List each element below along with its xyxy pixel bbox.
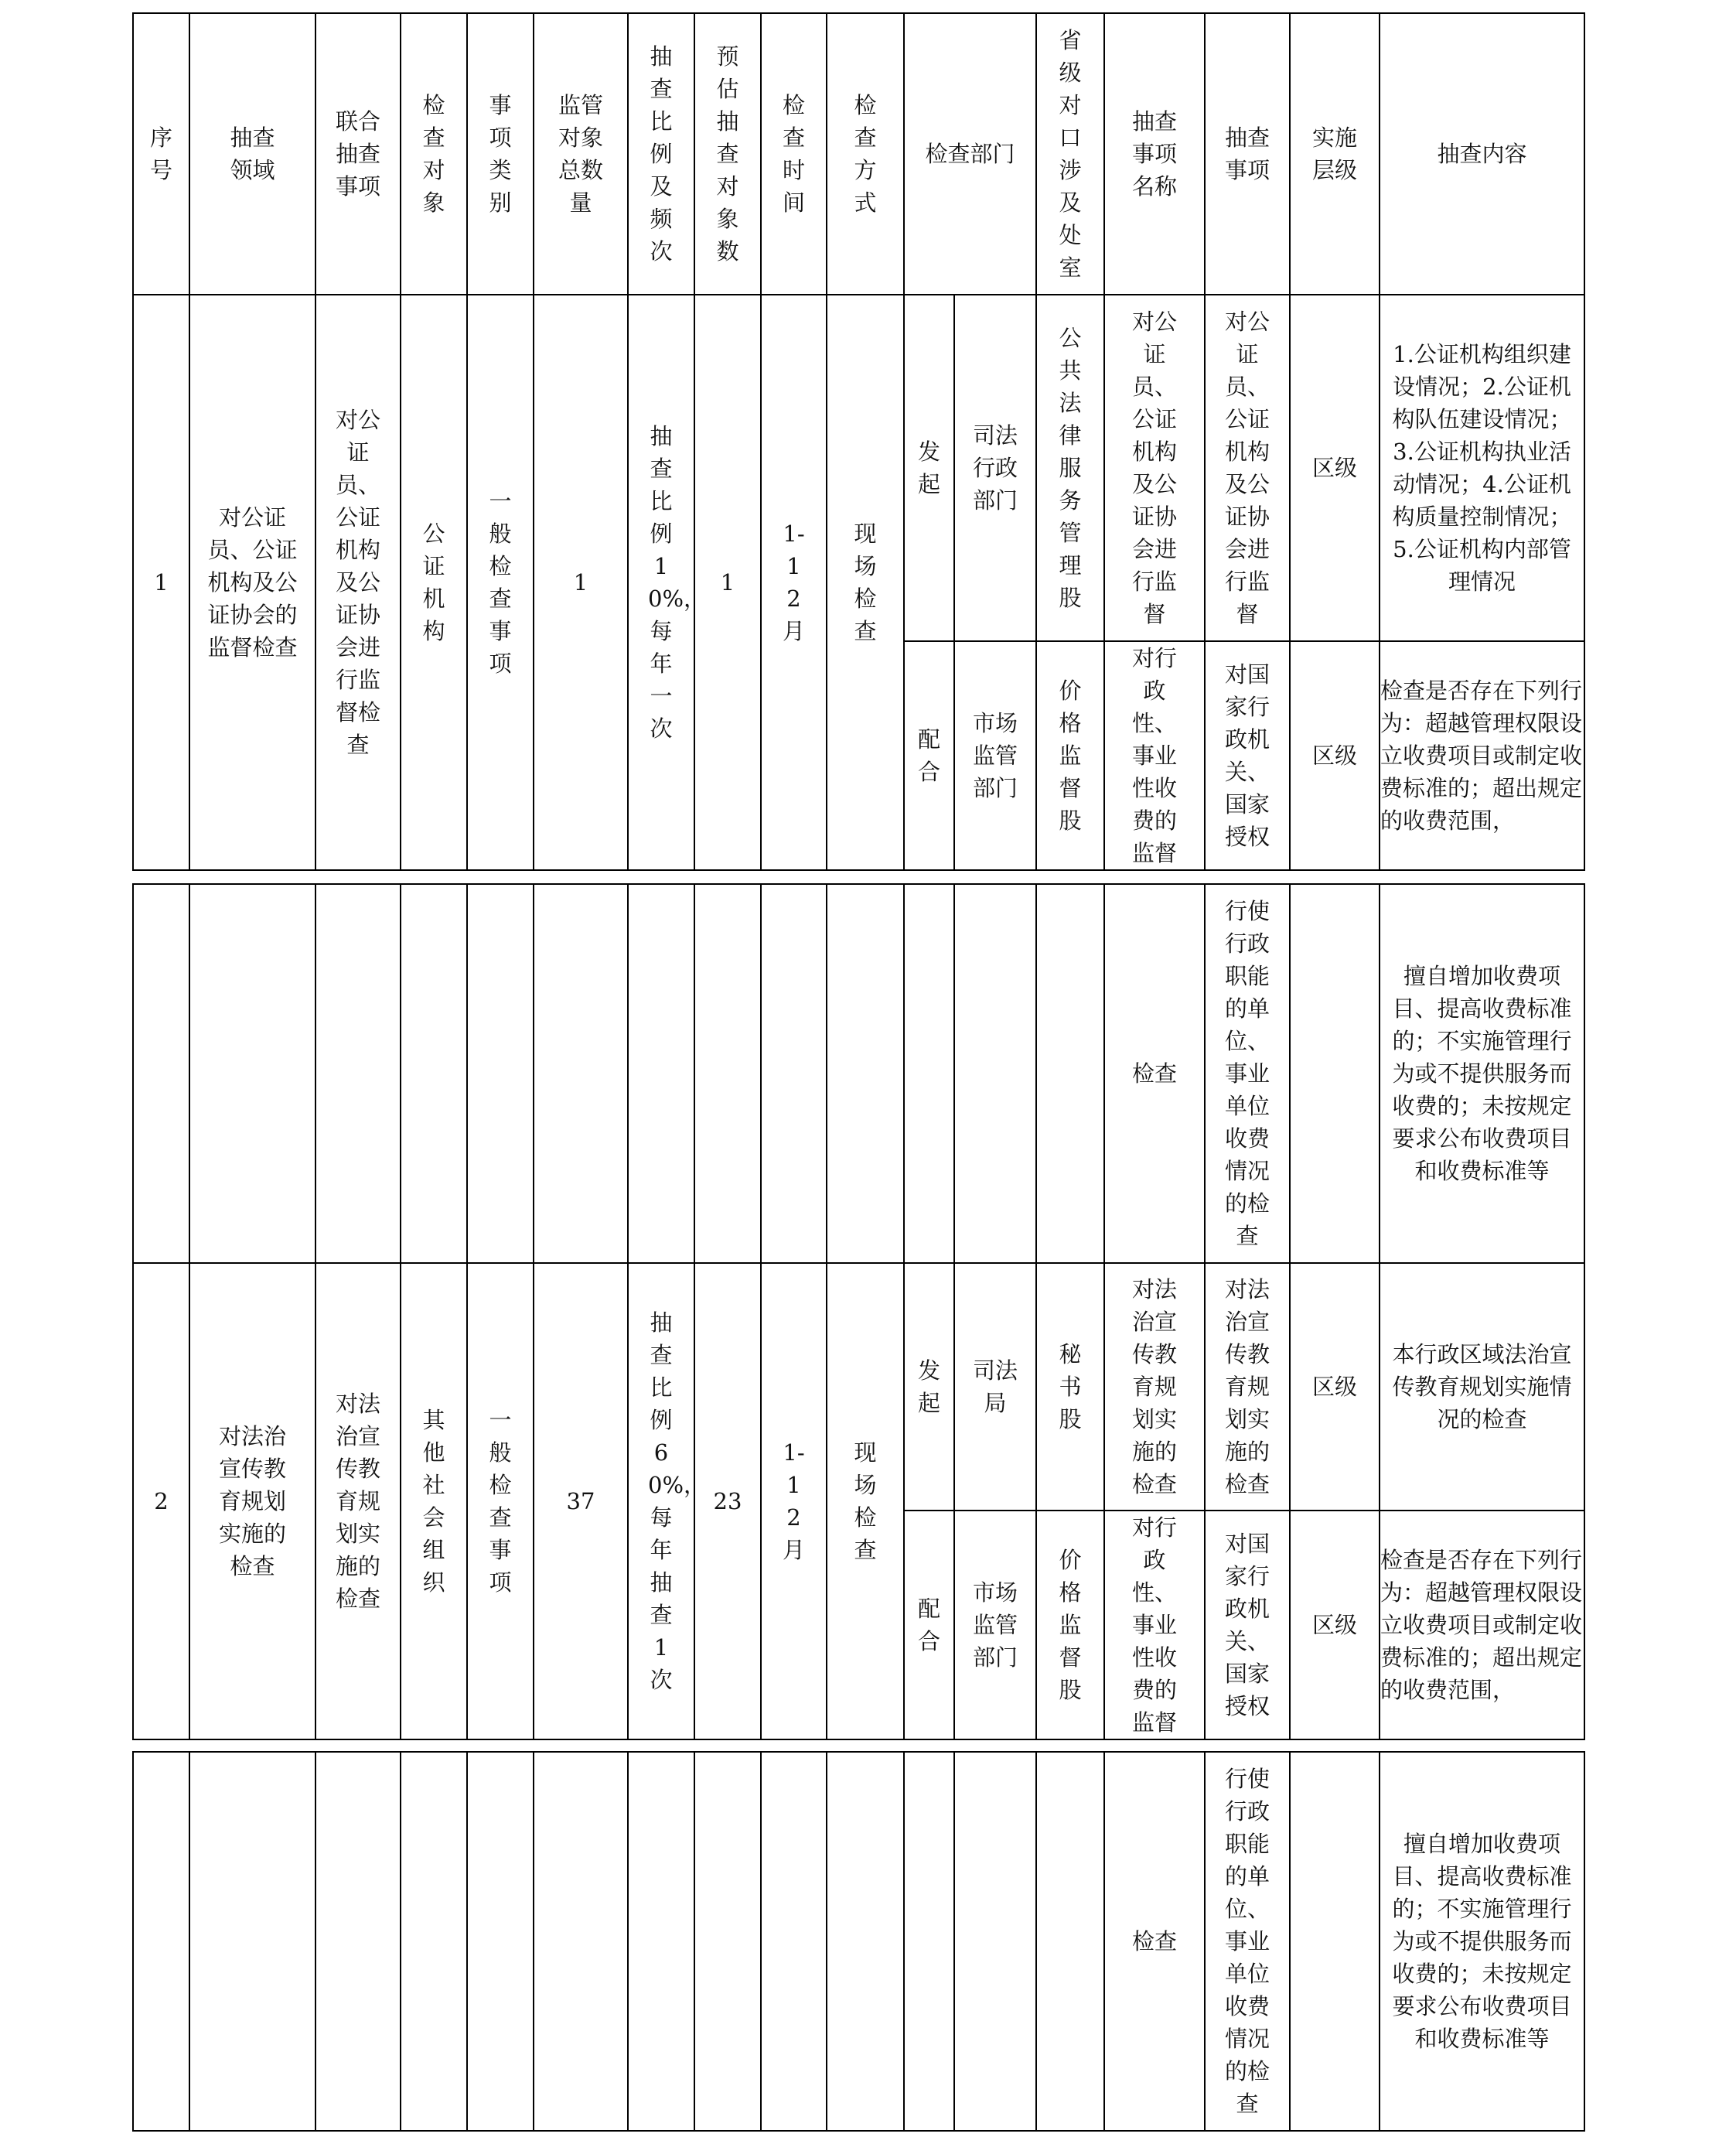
row-2-launch-item: 对法治宣传教育规划实施的检查 <box>1205 1263 1290 1511</box>
row-1-cont-item-name: 检查 <box>1104 884 1205 1263</box>
row-2-assist-role: 配合 <box>904 1511 954 1739</box>
header-total: 监管对象总数量 <box>534 13 628 295</box>
row-2-assist-level: 区级 <box>1290 1511 1380 1739</box>
row-1-target: 公证机构 <box>401 295 467 870</box>
row-1-launch-dept: 司法行政部门 <box>954 295 1036 641</box>
row-2-estimate: 23 <box>694 1263 761 1739</box>
header-target: 检查对象 <box>401 13 467 295</box>
row-1-assist-item: 对国家行政机关、国家授权 <box>1205 641 1290 870</box>
row-1-seq: 1 <box>133 295 189 870</box>
header-dept: 检查部门 <box>904 13 1036 295</box>
header-ratio: 抽查比例及频次 <box>628 13 694 295</box>
row-1-launch-level: 区级 <box>1290 295 1380 641</box>
row-2-field: 对法治宣传教育规划实施的检查 <box>189 1263 315 1739</box>
inspection-table-part-2 <box>132 883 1585 1740</box>
row-1-continuation <box>133 884 1584 1263</box>
row-1-method: 现场检查 <box>827 295 904 870</box>
inspection-table-part-1 <box>132 12 1585 871</box>
row-1-assist-office: 价格监督股 <box>1036 641 1104 870</box>
row-2-assist-office: 价格监督股 <box>1036 1511 1104 1739</box>
row-1-time: 1-12月 <box>761 295 827 870</box>
row-1-launch-item: 对公证员、公证机构及公证协会进行监督 <box>1205 295 1290 641</box>
header-item-name: 抽查事项名称 <box>1104 13 1205 295</box>
row-1-launch <box>133 295 1584 641</box>
row-1-assist-item-name: 对行政性、事业性收费的监督 <box>1104 641 1205 870</box>
row-2-launch-dept: 司法局 <box>954 1263 1036 1511</box>
row-2-cont-item-name: 检查 <box>1104 1752 1205 2131</box>
header-content: 抽查内容 <box>1380 13 1584 295</box>
row-1-launch-content: 1.公证机构组织建设情况；2.公证机构队伍建设情况；3.公证机构执业活动情况；4.公证机构质量控制情况；5.公证机构内部管理情况 <box>1380 295 1584 641</box>
header-time: 检查时间 <box>761 13 827 295</box>
row-2-target: 其他社会组织 <box>401 1263 467 1739</box>
row-1-total: 1 <box>534 295 628 870</box>
header-category: 事项类别 <box>467 13 534 295</box>
row-2-ratio: 抽查比例60%，每年抽查1次 <box>628 1263 694 1739</box>
row-1-cont-content: 擅自增加收费项目、提高收费标准的；不实施管理行为或不提供服务而收费的；未按规定要求公布收费项目和收费标准等 <box>1380 884 1584 1263</box>
row-1-joint: 对公证员、公证机构及公证协会进行监督检查 <box>315 295 401 870</box>
row-1-assist-dept: 市场监管部门 <box>954 641 1036 870</box>
header-office: 省级对口涉及处室 <box>1036 13 1104 295</box>
header-row <box>133 13 1584 295</box>
header-level: 实施层级 <box>1290 13 1380 295</box>
header-joint: 联合抽查事项 <box>315 13 401 295</box>
row-1-assist-content: 检查是否存在下列行为：超越管理权限设立收费项目或制定收费标准的；超出规定的收费范围， <box>1380 641 1584 870</box>
row-2-launch-role: 发起 <box>904 1263 954 1511</box>
header-field: 抽查领域 <box>189 13 315 295</box>
header-seq: 序号 <box>133 13 189 295</box>
header-estimate: 预估抽查对象数 <box>694 13 761 295</box>
row-2-joint: 对法治宣传教育规划实施的检查 <box>315 1263 401 1739</box>
row-1-ratio: 抽查比例10%，每年一次 <box>628 295 694 870</box>
row-1-launch-item-name: 对公证员、公证机构及公证协会进行监督 <box>1104 295 1205 641</box>
row-2-continuation <box>133 1752 1584 2131</box>
row-1-assist-level: 区级 <box>1290 641 1380 870</box>
row-1-category: 一般检查事项 <box>467 295 534 870</box>
header-method: 检查方式 <box>827 13 904 295</box>
row-1-assist-role: 配合 <box>904 641 954 870</box>
row-1-cont-item: 行使行政职能的单位、事业单位收费情况的检查 <box>1205 884 1290 1263</box>
row-2-method: 现场检查 <box>827 1263 904 1739</box>
inspection-table-part-3 <box>132 1751 1585 2132</box>
row-2-category: 一般检查事项 <box>467 1263 534 1739</box>
row-2-cont-content: 擅自增加收费项目、提高收费标准的；不实施管理行为或不提供服务而收费的；未按规定要求公布收费项目和收费标准等 <box>1380 1752 1584 2131</box>
row-2-total: 37 <box>534 1263 628 1739</box>
row-1-estimate: 1 <box>694 295 761 870</box>
row-2-launch <box>133 1263 1584 1511</box>
row-2-assist-dept: 市场监管部门 <box>954 1511 1036 1739</box>
row-2-launch-office: 秘书股 <box>1036 1263 1104 1511</box>
row-2-cont-item: 行使行政职能的单位、事业单位收费情况的检查 <box>1205 1752 1290 2131</box>
row-2-launch-level: 区级 <box>1290 1263 1380 1511</box>
row-2-time: 1-12月 <box>761 1263 827 1739</box>
header-item: 抽查事项 <box>1205 13 1290 295</box>
row-1-launch-role: 发起 <box>904 295 954 641</box>
row-1-launch-office: 公共法律服务管理股 <box>1036 295 1104 641</box>
row-2-assist-content: 检查是否存在下列行为：超越管理权限设立收费项目或制定收费标准的；超出规定的收费范围， <box>1380 1511 1584 1739</box>
row-2-launch-item-name: 对法治宣传教育规划实施的检查 <box>1104 1263 1205 1511</box>
row-2-launch-content: 本行政区域法治宣传教育规划实施情况的检查 <box>1380 1263 1584 1511</box>
row-1-field: 对公证员、公证机构及公证协会的监督检查 <box>189 295 315 870</box>
row-2-assist-item: 对国家行政机关、国家授权 <box>1205 1511 1290 1739</box>
row-2-seq: 2 <box>133 1263 189 1739</box>
row-2-assist-item-name: 对行政性、事业性收费的监督 <box>1104 1511 1205 1739</box>
